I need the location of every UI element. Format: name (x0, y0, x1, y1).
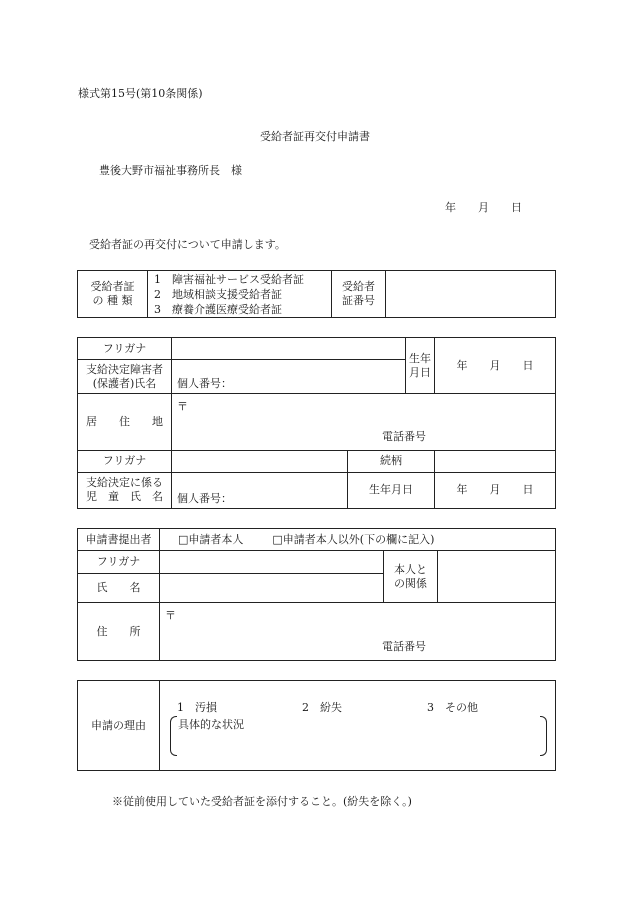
recipient-birth-value: 年 月 日 (456, 358, 534, 372)
submitter-postal-mark: 〒 (165, 609, 176, 622)
postal-mark: 〒 (177, 400, 188, 414)
guardian-name-label: 支給決定障害者 (保護者)氏名 (78, 360, 172, 394)
submitter-furigana-label: フリガナ (78, 551, 160, 574)
submitter-self-checkbox[interactable]: □申請者本人 (178, 532, 244, 546)
child-birth-value: 年 月 日 (456, 483, 534, 497)
recipient-birth-field[interactable] (435, 338, 556, 394)
submitter-phone-label: 電話番号 (382, 640, 426, 653)
reason-detail-label: 具体的な状況 (178, 718, 244, 731)
submitter-address-label: 住 所 (78, 603, 160, 661)
address-label: 居 住 地 (78, 394, 172, 450)
submitter-relation-field[interactable] (438, 551, 556, 603)
child-name-field[interactable] (172, 472, 348, 508)
bracket-left (170, 716, 177, 756)
phone-label: 電話番号 (382, 430, 426, 444)
child-name-label: 支給決定に係る 児 童 氏 名 (78, 472, 172, 508)
certificate-option[interactable]: 1 障害福祉サービス受給者証 (154, 272, 304, 286)
certificate-number-label: 受給者 証番号 (332, 271, 386, 318)
form-number: 様式第15号(第10条関係) (78, 87, 203, 100)
submitter-options (160, 529, 556, 551)
recipient-furigana-field[interactable] (172, 338, 406, 360)
relation-field[interactable] (435, 450, 556, 472)
footer-note: ※従前使用していた受給者証を添付すること。(紛失を除く。) (112, 795, 412, 808)
personal-number-label: 個人番号： (177, 377, 232, 391)
submitter-furigana-field[interactable] (160, 551, 384, 574)
submitter-table (77, 528, 556, 661)
bracket-right (540, 716, 547, 756)
reason-label: 申請の理由 (78, 681, 160, 771)
relation-label: 続柄 (348, 450, 435, 472)
certificate-table (77, 270, 556, 318)
child-furigana-label: フリガナ (78, 450, 172, 472)
date-line: 年 月 日 (445, 201, 522, 214)
addressee: 豊後大野市福祉事務所長 様 (99, 164, 242, 177)
child-birth-label: 生年月日 (348, 472, 435, 508)
certificate-option[interactable]: 2 地域相談支援受給者証 (154, 287, 282, 301)
page-title: 受給者証再交付申請書 (260, 130, 370, 143)
submitter-relation-label: 本人と の関係 (384, 551, 438, 603)
certificate-number-field[interactable] (386, 271, 556, 318)
intro-text: 受給者証の再交付について申請します。 (89, 238, 286, 251)
child-personal-number-label: 個人番号： (177, 492, 232, 505)
submitter-name-field[interactable] (160, 574, 384, 603)
recipient-birth-label: 生年 月日 (406, 338, 435, 394)
recipient-furigana-label: フリガナ (78, 338, 172, 360)
child-furigana-field[interactable] (172, 450, 348, 472)
certificate-type-label: 受給者証 の 種 類 (78, 271, 148, 318)
submitter-address-field[interactable] (160, 603, 556, 661)
reason-option-soiled[interactable]: 1 汚損 (177, 701, 217, 714)
reason-option-other[interactable]: 3 その他 (427, 701, 478, 714)
address-field[interactable] (172, 394, 556, 450)
submitter-name-label: 氏 名 (78, 574, 160, 603)
reason-detail-bracket[interactable] (170, 716, 547, 754)
guardian-name-field[interactable] (172, 360, 406, 394)
submitter-label: 申請書提出者 (78, 529, 160, 551)
submitter-other-checkbox[interactable]: □申請者本人以外(下の欄に記入) (272, 532, 435, 546)
certificate-option[interactable]: 3 療養介護医療受給者証 (154, 302, 282, 316)
certificate-type-options[interactable] (148, 271, 332, 318)
reason-option-lost[interactable]: 2 紛失 (302, 701, 342, 714)
child-birth-field[interactable] (435, 472, 556, 508)
recipient-table (77, 337, 556, 509)
